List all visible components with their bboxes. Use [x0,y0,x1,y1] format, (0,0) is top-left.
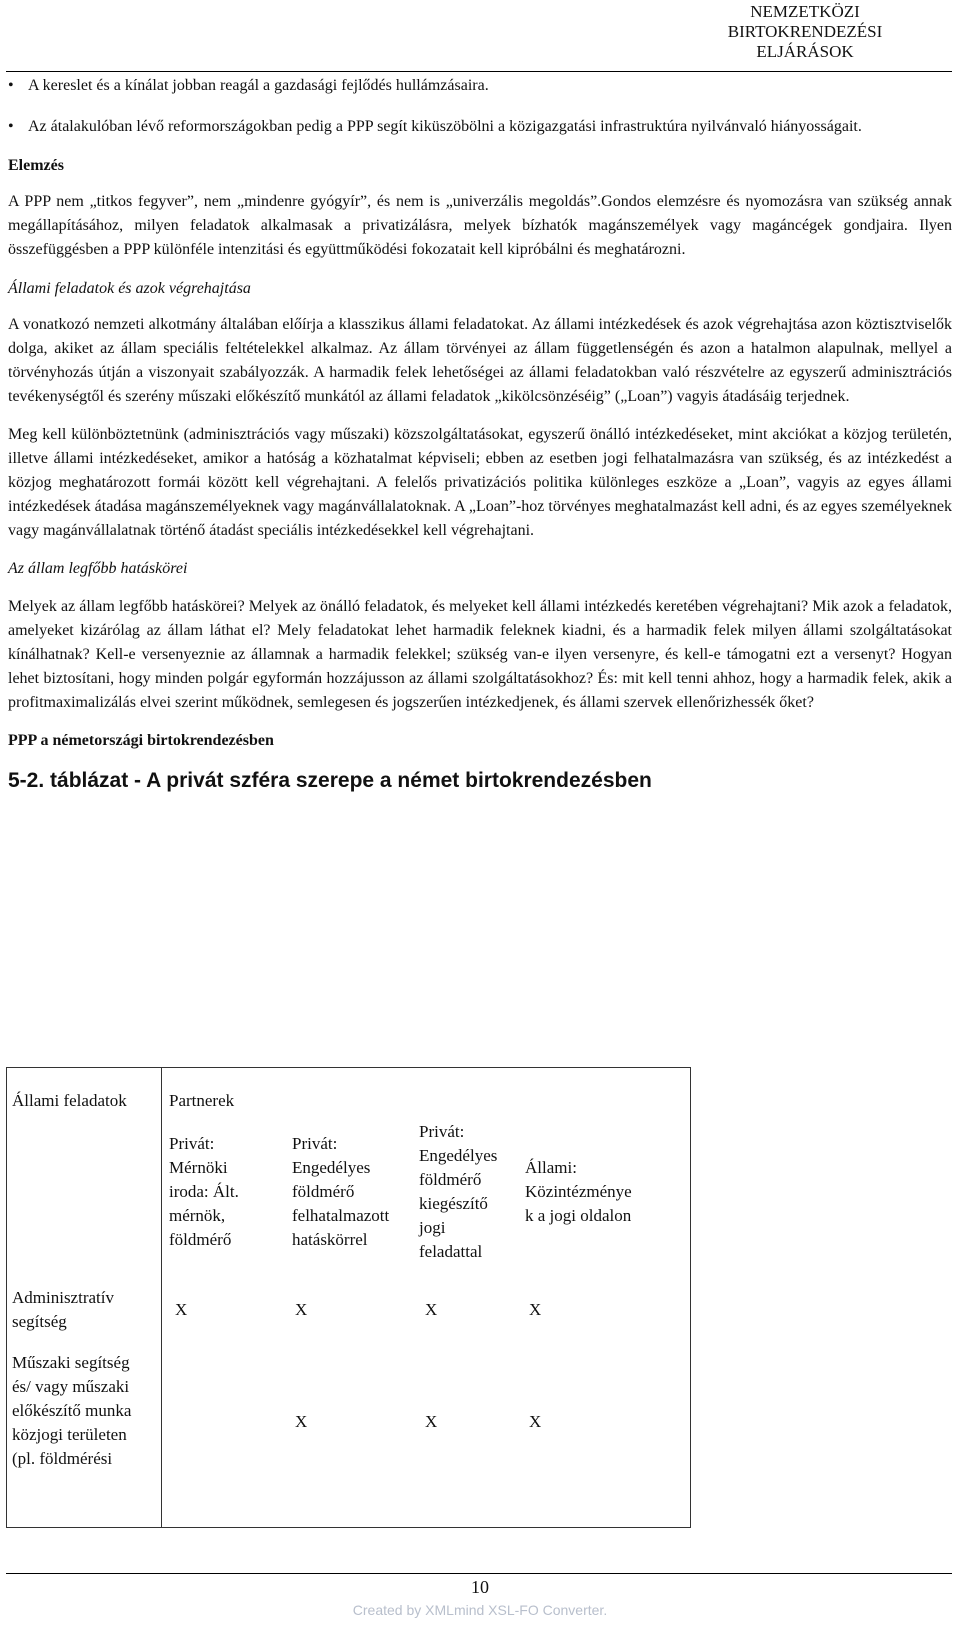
bullet-icon: • [8,118,14,135]
bullet-text: A kereslet és a kínálat jobban reagál a gazdasági fejlődés hullámzásaira. [28,77,489,94]
table-col-header-allami-kozintezmeny [525,1156,632,1228]
bullet-item [8,74,952,98]
cell-line: mérnök, [169,1206,226,1225]
table-header-allami-feladatok: Állami feladatok [12,1091,127,1110]
header-line-3: ELJÁRÁSOK [756,42,854,61]
table-mark: X [175,1300,188,1319]
cell-line: hatáskörrel [292,1230,368,1249]
heading-legfobb-hataskorei: Az állam legfőbb hatáskörei [8,560,188,577]
table-mark: X [529,1412,542,1431]
cell-line: Engedélyes [419,1146,498,1165]
cell-line: földmérő [419,1170,482,1189]
generator-watermark: Created by XMLmind XSL-FO Converter. [352,1602,608,1618]
table-col-header-privat-mernoki [169,1132,239,1252]
main-content [8,74,952,795]
cell-line: Közintézménye [525,1182,632,1201]
cell-line: Állami: [525,1158,577,1177]
cell-line: közjogi területen [12,1425,127,1444]
cell-line: Adminisztratív [12,1288,114,1307]
header-divider [6,71,952,72]
heading-elemzes: Elemzés [8,157,64,174]
table-column-divider [161,1068,162,1527]
cell-line: Privát: [419,1122,465,1141]
table-mark: X [295,1412,308,1431]
cell-line: és/ vagy műszaki [12,1377,130,1396]
footer-divider [6,1573,952,1574]
cell-line: földmérő [292,1182,355,1201]
cell-line: Engedélyes [292,1158,371,1177]
cell-line: jogi [419,1218,446,1237]
header-line-1: NEMZETKÖZI [750,2,860,21]
bullet-text: Az átalakulóban lévő reformországokban pedig a PPP segít kiküszöbölni a közigazgatási infrastruktúra nyilvánvaló hiányosságait. [28,118,862,135]
page-number: 10 [471,1577,489,1597]
table-mark: X [295,1300,308,1319]
table-mark: X [425,1412,438,1431]
table-row-label-adminisztrativ [12,1286,114,1334]
cell-line: felhatalmazott [292,1206,390,1225]
header-line-2: BIRTOKRENDEZÉSI [727,22,883,41]
table-header-partnerek: Partnerek [169,1091,235,1110]
running-header [690,2,920,62]
cell-line: iroda: Ált. [169,1182,239,1201]
cell-line: Műszaki segítség [12,1353,130,1372]
paragraph-part: Gondos elemzésre és nyomozásra van szükség annak megállapításához, milyen feladatok alkalmasak a privatizálásra, melyek bízhatók magánszemélyek vagy magáncégek gondjaira. Ilyen összefüggésben a PPP különféle intenzitási és együttműködési fokozatait kell kipróbálni és meghatározni. [8,193,953,258]
heading-ppp-nemet: PPP a németországi birtokrendezésben [8,732,274,749]
table-row-label-muszaki [12,1351,131,1471]
paragraph-allami-2: Meg kell különböztetnünk (adminisztrációs vagy műszaki) közszolgáltatásokat, egyszerű önálló intézkedéseket, mint akciókat a közjog területén, illetve állami intézkedéseket, amikor a hatóság a közhatalmat képviseli; ebben az esetben jogi felhatalmazásra van szükség, és az intézkedést a közjog meghatározott formái között kell végrehajtani. A felelős privatizációs politika különleges eszköze a „Loan”, vagyis az egyes állami intézkedések átadása magánszemélyeknek vagy magánvállalatoknak. A „Loan”-hoz törvényes meghatalmazást kell adni, és az egyes személyeknek vagy magánvállalatnak történő átadást speciális intézkedésekkel kell végrehajtani. [8,426,952,539]
cell-line: Mérnöki [169,1158,228,1177]
cell-line: feladattal [419,1242,483,1261]
cell-line: k a jogi oldalon [525,1206,632,1225]
table-caption: 5-2. táblázat - A privát szféra szerepe a német birtokrendezésben [8,769,652,792]
roles-table [6,1067,691,1528]
bullet-item [8,115,952,139]
paragraph-elemzes [8,190,952,262]
cell-line: előkészítő munka [12,1401,132,1420]
cell-line: kiegészítő [419,1194,488,1213]
cell-line: földmérő [169,1230,232,1249]
table-mark: X [425,1300,438,1319]
cell-line: (pl. földmérési [12,1449,113,1468]
cell-line: Privát: [292,1134,338,1153]
paragraph-part: A PPP nem „titkos fegyver”, nem „mindenre gyógyír”, és nem is „univerzális megoldás”. [8,193,602,210]
table-col-header-privat-kiegeszito [419,1120,497,1264]
table-col-header-privat-felhatalmazott [292,1132,389,1252]
cell-line: Privát: [169,1134,215,1153]
table-mark: X [529,1300,542,1319]
cell-line: segítség [12,1312,67,1331]
paragraph-allami-1: A vonatkozó nemzeti alkotmány általában előírja a klasszikus állami feladatokat. Az állami intézkedések és azok végrehajtása azon köztisztviselők dolga, akiket az állam speciális feltételekkel alkalmaz. Az állam törvényei az állam függetlenségén és azon a hatalmon alapulnak, mellyel a törvényhozás útján a viszonyait szabályozzák. A harmadik felek lehetőségei az állami feladatokban való részvételre az egyszerű adminisztrációs tevékenységtől és szerény műszaki előkészítő munkától az állami feladatok „kikölcsönzéséig” („Loan”) vagyis átadásáig terjednek. [8,316,952,405]
bullet-icon: • [8,77,14,94]
heading-allami-feladatok: Állami feladatok és azok végrehajtása [8,280,251,297]
paragraph-legfobb: Melyek az állam legfőbb hatáskörei? Melyek az önálló feladatok, és melyeket kell állami intézkedés keretében végrehajtani? Mik azok a feladatok, amelyeket kizárólag az állam láthat el? Mely feladatokat lehet harmadik feleknek kiadni, és a harmadik felek milyen állami szolgáltatásokat kínálhatnak? Kell-e versenyeznie az államnak a harmadik felekkel; szükség van-e ilyen versenyre, és kell-e támogatni ezt a versenyt? Hogyan lehet biztosítani, hogy minden polgár egyformán hozzájusson az állami szolgáltatásokhoz? És: mit kell tenni ahhoz, hogy a harmadik felek, akik a profitmaximalizálás elvei szerint működnek, semlegesen és jogszerűen intézkedjenek, és állami szervek ellenőrizhessék őket? [8,598,952,711]
